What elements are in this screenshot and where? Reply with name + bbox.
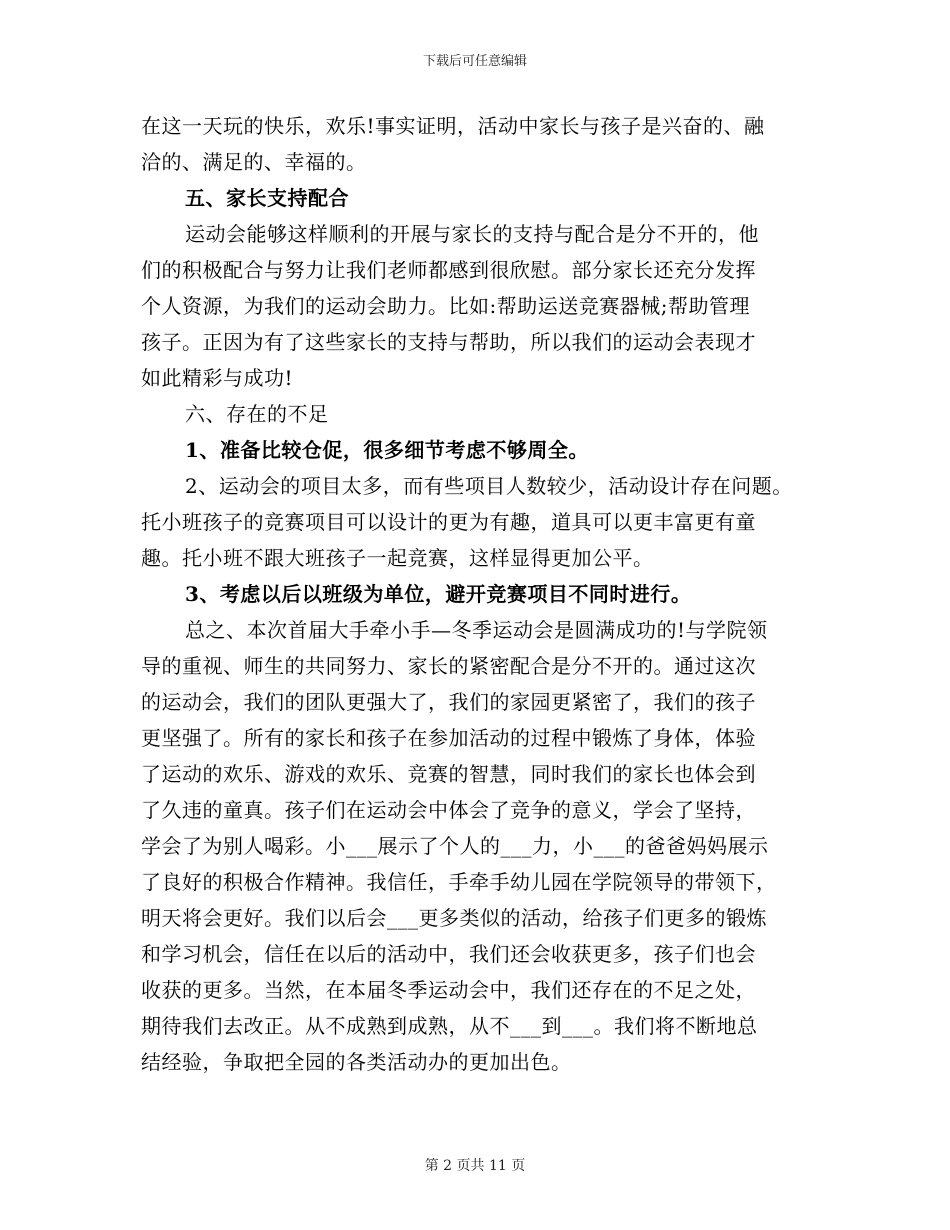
text-line: 托小班孩子的竞赛项目可以设计的更为有趣，道具可以更丰富更有童 [141,510,756,534]
text-line: 收获的更多。当然，在本届冬季运动会中，我们还存在的不足之处， [141,978,756,1002]
text-line: 洽的、满足的、幸福的。 [141,150,367,174]
text-line: 孩子。正因为有了这些家长的支持与帮助，所以我们的运动会表现才 [141,330,756,354]
page-header: 下载后可任意编辑 [422,54,527,69]
text-line: 了良好的积极合作精神。我信任，手牵手幼儿园在学院领导的带领下， [141,870,777,894]
text-line: 了久违的童真。孩子们在运动会中体会了竞争的意义，学会了坚持， [141,798,756,822]
text-line: 明天将会更好。我们以后会___更多类似的活动，给孩子们更多的锻炼 [141,906,767,930]
text-line: 期待我们去改正。从不成熟到成熟，从不___到___。我们将不断地总 [141,1014,758,1038]
text-line: 学会了为别人喝彩。小___展示了个人的___力，小___的爸爸妈妈展示 [141,834,769,858]
text-line: 和学习机会，信任在以后的活动中，我们还会收获更多，孩子们也会 [141,942,756,966]
document-body [141,108,841,1080]
text-line: 的运动会，我们的团队更强大了，我们的家园更紧密了，我们的孩子 [141,690,756,714]
text-line: 六、存在的不足 [185,402,329,426]
text-line: 如此精彩与成功! [141,366,294,390]
text-line: 更坚强了。所有的家长和孩子在参加活动的过程中锻炼了身体，体验 [141,726,756,750]
text-line: 五、家长支持配合 [185,186,349,210]
text-line: 3、考虑以后以班级为单位，避开竞赛项目不同时进行。 [185,582,692,606]
text-line: 1、准备比较仓促，很多细节考虑不够周全。 [185,438,589,462]
text-line: 总之、本次首届大手牵小手—冬季运动会是圆满成功的!与学院领 [185,618,768,642]
text-line: 了运动的欢乐、游戏的欢乐、竞赛的智慧，同时我们的家长也体会到 [141,762,756,786]
text-line: 个人资源，为我们的运动会助力。比如:帮助运送竞赛器械;帮助管理 [141,294,750,318]
text-line: 2、运动会的项目太多，而有些项目人数较少，活动设计存在问题。 [185,474,793,498]
text-line: 在这一天玩的快乐，欢乐!事实证明，活动中家长与孩子是兴奋的、融 [141,114,765,138]
page-footer: 第 2 页共 11 页 [424,1158,526,1174]
text-line: 趣。托小班不跟大班孩子一起竞赛，这样显得更加公平。 [141,546,654,570]
text-line: 们的积极配合与努力让我们老师都感到很欣慰。部分家长还充分发挥 [141,258,756,282]
text-line: 运动会能够这样顺利的开展与家长的支持与配合是分不开的，他 [185,222,759,246]
text-line: 结经验，争取把全园的各类活动办的更加出色。 [141,1050,572,1074]
text-line: 导的重视、师生的共同努力、家长的紧密配合是分不开的。通过这次 [141,654,756,678]
